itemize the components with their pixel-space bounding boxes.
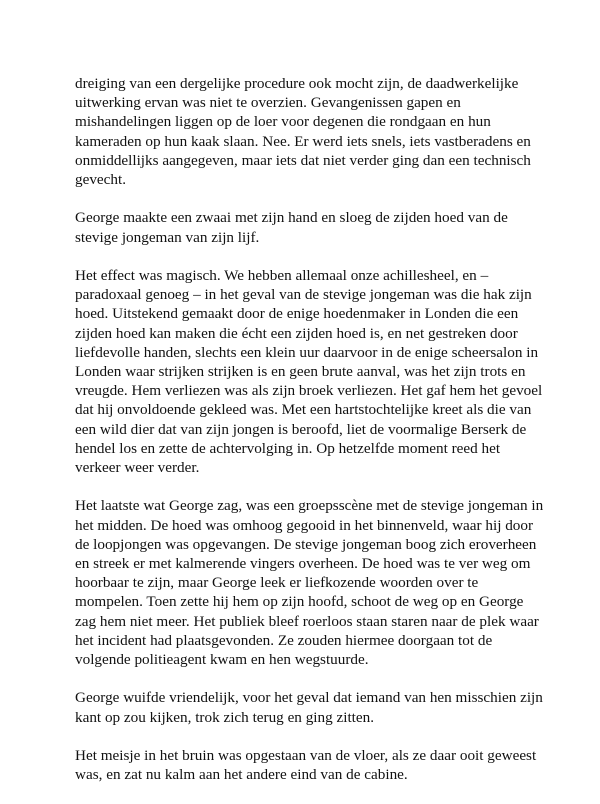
paragraph-2: George maakte een zwaai met zijn hand en sloeg de zijden hoed van de stevige jongeman van zijn lijf.	[75, 209, 508, 246]
document-page	[75, 74, 545, 804]
paragraph-4: Het laatste wat George zag, was een groepsscène met de stevige jongeman in het midden. De hoed was omhoog gegooid in het binnenveld, waar hij door de loopjongen was opgevangen. De stevige jongeman boog zich eroverheen en streek er met kalmerende vingers overheen. De hoed was te ver weg om hoorbaar te zijn, maar George leek er liefkozende woorden over te mompelen. Toen zette hij hem op zijn hoofd, schoot de weg op en George zag hem niet meer. Het publiek bleef roerloos staan staren naar de plek waar het incident had plaatsgevonden. Ze zouden hiermee doorgaan tot de volgende politieagent kwam en hen wegstuurde.	[75, 497, 544, 669]
paragraph-5: George wuifde vriendelijk, voor het geval dat iemand van hen misschien zijn kant op zou kijken, trok zich terug en ging zitten.	[75, 689, 543, 726]
paragraph-6: Het meisje in het bruin was opgestaan van de vloer, als ze daar ooit geweest was, en zat nu kalm aan het andere eind van de cabine.	[75, 747, 537, 784]
paragraph-1: dreiging van een dergelijke procedure ook mocht zijn, de daadwerkelijke uitwerking ervan was niet te overzien. Gevangenissen gapen en mishandelingen liggen op de loer voor degenen die rondgaan en hun kameraden op hun kaak slaan. Nee. Er werd iets snels, iets vastberadens en onmiddellijks aangegeven, maar iets dat niet verder ging dan een technisch gevecht.	[75, 75, 531, 189]
paragraph-3: Het effect was magisch. We hebben allemaal onze achillesheel, en – paradoxaal genoeg – in het geval van de stevige jongeman was die hak zijn hoed. Uitstekend gemaakt door de enige hoedenmaker in Londen die een zijden hoed kan maken die écht een zijden hoed is, en net gestreken door liefdevolle handen, slechts een klein uur daarvoor in de enige scheersalon in Londen waar strijken strijken is en geen brute aanval, was het zijn trots en vreugde. Hem verliezen was als zijn broek verliezen. Het gaf hem het gevoel dat hij onvoldoende gekleed was. Met een hartstochtelijke kreet als die van een wild dier dat van zijn jongen is beroofd, liet de voormalige Berserk de hendel los en zette de achtervolging in. Op hetzelfde moment reed het verkeer weer verder.	[75, 267, 543, 477]
